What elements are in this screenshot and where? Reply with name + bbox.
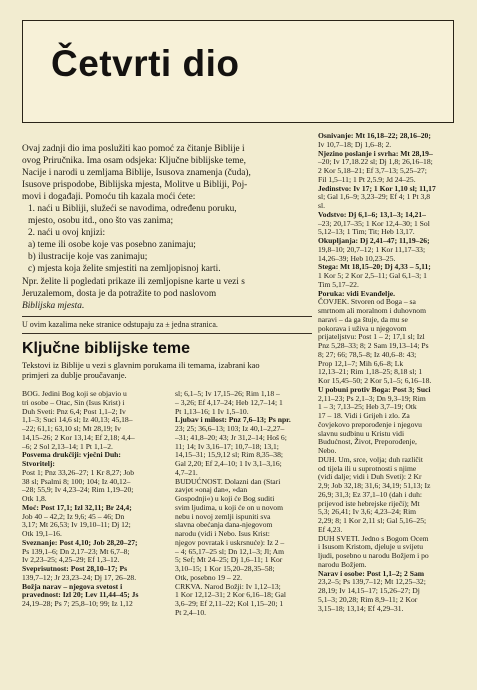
index-entry-line: Stvoritelj: <box>22 459 55 468</box>
divider <box>22 316 312 317</box>
index-entry-line: od tijela ili u suprotnosti s njime <box>318 463 417 473</box>
intro-text <box>22 143 312 312</box>
section-title: Ključne biblijske teme <box>22 340 191 357</box>
index-entry-line: smrtnom ali moralnom i duhovnom <box>318 306 426 315</box>
intro-closing: Jeruzalemom, dosta je da potražite to pod naslovom <box>22 288 217 299</box>
title-box <box>22 20 454 123</box>
index-entry-line: BUDUĆNOST. Dolazni dan (Stari <box>175 476 281 486</box>
index-entry-line: –6; 2 Sol 2,13–14; 1 Pt 1,1–2. <box>22 441 113 451</box>
index-entry-line: nebu i novoj zemlji ispuniti sva <box>175 511 271 521</box>
index-entry-line: njegov povratak i uskrsnuće): Iz 2 – <box>175 537 285 547</box>
index-entry-line: BOG. Jedini Bog koji se objavio u <box>22 389 127 398</box>
index-entry-line: CRKVA. Narod Božji: Iv 1,12–13; <box>175 581 281 591</box>
index-entry-line: Pt 2,4–10. <box>175 607 207 617</box>
index-entry-line: –20; Iv 17,18.22 sl; Dj 1,8; 26,16–18; <box>318 157 433 167</box>
index-entry-line: Tim 5,17–22. <box>318 279 359 289</box>
index-entry-line: sl; 6,1–5; Iv 17,15–26; Rim 1,18 – <box>175 389 280 398</box>
index-entry-line: Njezino poslanje i svrha: Mt 28,19– <box>318 148 433 158</box>
intro-closing-link: Biblijska mjesta. <box>22 300 85 311</box>
index-entry-line: Iv 2,23–25; 4,25–29; Ef 1,3–12. <box>22 555 120 565</box>
index-entry-line: Otk 1,8. <box>22 494 47 503</box>
index-entry-line: – 4; 65,17–25 sl; Dn 12,1–3; Jl; Am <box>175 546 285 556</box>
index-entry-line: 5; Sef; Mt 24–25; Dj 1,6–11; 1 Kor <box>175 555 283 565</box>
index-entry-line: Narav i osobe: Post 1,1–2; 2 Sam <box>318 568 425 578</box>
intro-item: a) teme ili osobe koje vas posebno zanimaju; <box>28 240 196 251</box>
index-entry-line: Posvema drukčiji: vječni Duh: <box>22 450 121 460</box>
divider <box>22 333 312 334</box>
index-entry-line: Ef 4,23. <box>318 524 343 534</box>
index-entry-line: 1 Kor 12,12–31; 2 Kor 6,16–18; Gal <box>175 590 286 600</box>
index-entry-line: 3,6–29; Ef 2,11–22; Kol 1,15–20; 1 <box>175 599 284 608</box>
intro-line: movi i događaji. Pomoću tih kazala moći ćete: <box>22 192 196 203</box>
index-entry-line: 5,1–3; 20,28; Rim 8,9–11; 2 Kor <box>318 594 418 604</box>
intro-line: Nacije i narodi u zemljama Biblije, Isusova znamenja (čuda), <box>22 168 251 179</box>
index-entry-line: slavnu sudbinu u Kristu vidi <box>318 428 405 438</box>
index-entry-line: ljudi, posebno u narodu Božjem i po <box>318 551 429 560</box>
index-entry-line: Fil 1,5–11; 1 Pt 2,5.9; Jd 24–25. <box>318 174 416 184</box>
index-entry-line: U pobuni protiv Boga: Post 3; Suci <box>318 384 431 394</box>
index-entry-line: Nebo. <box>318 446 337 455</box>
index-entry-line: zavjet »onaj dan«, »dan <box>175 485 248 495</box>
index-entry-line: 23,2–5; Ps 139,7–12; Mt 12,25–32; <box>318 577 426 587</box>
index-entry-line: 14,26–39; Heb 10,23–25. <box>318 253 396 263</box>
index-entry-line: Osnivanje: Mt 16,18–22; 28,16–20; <box>318 131 431 140</box>
index-entry-line: –28; 55,9; Iv 4,23–24; Rim 1,19–20; <box>22 485 134 495</box>
index-entry-line: Pnz 5,28–33; 8; 2 Sam 19,13–14; Ps <box>318 341 429 350</box>
index-entry-line: naravi – da ga štuje, da mu se <box>318 314 408 324</box>
index-entry-line: sl. <box>318 201 325 210</box>
index-column-3 <box>318 132 458 613</box>
index-entry-line: 1,1–3; Suci 14,6 sl; Iz 40,13; 45,18– <box>22 415 133 425</box>
index-entry-line: prijevod iste hebrejske riječi); Mt <box>318 498 420 508</box>
index-entry-line: 28,19; Iv 14,15–17; 15,26–27; Dj <box>318 586 420 595</box>
index-entry-line: Kor 15,45–50; 2 Kor 5,1–5; 6,16–18. <box>318 376 432 385</box>
index-entry-line: Sveprisutnost: Post 28,10–17; Ps <box>22 564 128 573</box>
intro-item: b) ilustracije koje vas zanimaju; <box>28 252 148 263</box>
index-entry-line: 2,29; 8; 1 Kor 2,11 sl; Gal 5,16–25; <box>318 516 427 525</box>
index-entry-line: 26,9; 31,3; Ez 37,1–10 (dah i duh: <box>318 489 422 499</box>
index-entry-line: Gospodnji«) u koji će Bog suditi <box>175 494 275 503</box>
intro-item: mjesto, osobu itd., ono što vas zanima; <box>28 216 174 227</box>
intro-item: 1. naći u Bibliji, služeći se navodima, određenu poruku, <box>28 204 237 215</box>
index-entry-line: 17 – 18. Vidi i Grijeh i zlo. Za <box>318 411 410 420</box>
index-entry-line: Stega: Mt 18,15–20; Dj 4,33 – 5,11; <box>318 262 431 272</box>
index-entry-line: Pt 1,13–16; 1 Iv 1,5–10. <box>175 406 249 416</box>
index-entry-line: Ps 139,1–6; Dn 2,17–23; Mt 6,7–8; <box>22 546 130 556</box>
index-entry-line: 3,17; Mt 26,53; Iv 19,10–11; Dj 12; <box>22 520 131 530</box>
index-entry-line: tri osobe – Otac, Sin (Isus Krist) i <box>22 397 125 407</box>
index-entry-line: 12,13–21; Rim 1,18–25; 8,18 sl; 1 <box>318 367 423 377</box>
index-entry-line: 2 Kor 5,18–21; Ef 3,7–13; 5,25–27; <box>318 166 427 175</box>
index-entry-line: –31; 41,8–20; 43; Jr 31,2–14; Hoš 6; <box>175 432 287 442</box>
index-entry-line: –22; 61,1; 63,10 sl; Mt 28,19; Iv <box>22 424 121 433</box>
index-entry-line: DUH SVETI. Jedno s Bogom Ocem <box>318 533 429 543</box>
index-entry-line: prijateljstvu: Post 1 – 2; 17,1 sl; Izl <box>318 332 425 342</box>
intro-closing: Npr. želite li pogledati prikaze ili zemljopisne karte u vezi s <box>22 276 245 287</box>
index-entry-line: Moć: Post 17,1; Izl 32,11; Br 24,4; <box>22 502 132 512</box>
index-entry-line: – 3,26; Ef 4,17–24; Heb 12,7–14; 1 <box>175 397 283 407</box>
index-entry-line: Otk 19,1–16. <box>22 529 62 538</box>
section-description-line: Tekstovi iz Biblije u vezi s glavnim porukama ili temama, izabrani kao <box>22 361 260 370</box>
index-entry-line: (vidi dalje; vidi i Duh Sveti): 2 Kr <box>318 472 422 482</box>
index-entry-line: DUH. Um, srce, volja; duh različit <box>318 454 424 464</box>
intro-item: 2. naći u ovoj knjizi: <box>28 228 106 239</box>
intro-line: ovog Priručnika. Ima osam odsjeka: Ključne biblijske teme, <box>22 156 246 167</box>
index-entry-line: 2,9; Job 32,18; 31,6; 34,19; 51,13; Iz <box>318 481 431 490</box>
section-description-line: primjeri za dublje proučavanje. <box>22 371 127 380</box>
index-entry-line: Vodstvo: Dj 6,1–6; 13,1–3; 14,21– <box>318 209 426 219</box>
index-entry-line: Otk, posebno 19 – 22. <box>175 572 243 582</box>
intro-line: Isusove prispodobe, Biblijska mjesta, Molitve u Bibliji, Poj- <box>22 180 248 191</box>
index-entry-line: 24,19–28; Ps 7; 25,8–10; 99; Iz 1,12 <box>22 599 133 608</box>
index-entry-line: Ljubav i milost: Pnz 7,6–13; Ps npr. <box>175 415 291 425</box>
index-entry-line: 5,12–13; 1 Tim; Tit; Heb 13,17. <box>318 227 415 237</box>
intro-item: c) mjesta koja želite smjestiti na zemljopisnoj karti. <box>28 264 221 275</box>
index-entry-line: pokorava i uživa u njegovom <box>318 323 407 333</box>
index-entry-line: narodu (vidi i Nebo. Isus Krist: <box>175 529 270 538</box>
index-entry-line: Budućnost, Život, Preporođenje, <box>318 437 417 447</box>
index-entry-line: 3,15–18; 13,14; Ef 4,29–31. <box>318 603 404 613</box>
index-entry-line: pravednost: Izl 20; Lev 11,44–45; Js <box>22 590 139 600</box>
index-entry-line: Post 1; Pnz 33,26–27; 1 Kr 8,27; Job <box>22 467 135 477</box>
index-entry-line: Duh Sveti: Pnz 6,4; Post 1,1–2; Iv <box>22 406 126 416</box>
index-entry-line: Sveznanje: Post 4,10; Job 28,20–27; <box>22 537 138 547</box>
intro-line: Ovaj zadnji dio ima poslužiti kao pomoć za čitanje Biblije i <box>22 144 245 154</box>
index-entry-line: Jedinstvo: Iv 17; 1 Kor 1,10 sl; 11,17 <box>318 183 436 193</box>
page-title: Četvrti dio <box>51 43 240 84</box>
index-entry-line: 4,7–21. <box>175 467 198 477</box>
index-entry-line: Poruka: vidi Evanđelje. <box>318 288 395 298</box>
index-entry-line: 14,15–31; 15,9,12 sl; Rim 8,35–38; <box>175 450 284 460</box>
index-entry-line: –23; 20,17–35; 1 Kor 12,4–30; 1 Sol <box>318 218 430 228</box>
index-entry-line: sl; Gal 1,6–9; 3,23–29; Ef 4; 1 Pt 3,8 <box>318 192 431 202</box>
index-entry-line: 1 – 3; 7,13–25; Heb 3,7–19; Otk <box>318 402 417 412</box>
index-entry-line: 11; 14; Iv 3,16–17; 10,7–18; 13,1; <box>175 441 279 451</box>
index-entry-line: slavna obećanja dana-njegovom <box>175 520 273 530</box>
index-entry-line: Prop 12,1–7; Mih 6,6–8; Lk <box>318 358 404 368</box>
index-column-2 <box>175 390 313 618</box>
index-entry-line: Božja narav – njegova svetost i <box>22 581 123 591</box>
index-entry-line: Gal 2,20; Ef 2,4–10; 1 Iv 3,1–3,16; <box>175 459 282 468</box>
section-description <box>22 361 312 381</box>
page-offset-note: U ovim kazalima neke stranice odstupaju za ± jedna stranica. <box>22 320 218 329</box>
index-entry-line: Okupljanja: Dj 2,41–47; 11,19–26; <box>318 236 430 245</box>
index-entry-line: 23; 25; 36,6–13; 103; Iz 40,1–2,27– <box>175 424 285 433</box>
index-entry-line: 14,15–26; 2 Kor 13,14; Ef 2,18; 4,4– <box>22 432 135 442</box>
index-entry-line: 5,3; 26,41; Iv 3,6; 4,23–24; Rim <box>318 507 417 517</box>
index-entry-line: 2,11–23; Ps 2,1–3; Dn 9,3–19; Rim <box>318 393 426 403</box>
index-entry-line: 19,8–10; 20,7–12; 1 Kor 11,17–33; <box>318 244 426 254</box>
index-entry-line: čovjekovo preporođenje i njegovu <box>318 419 422 429</box>
index-entry-line: narodu Božjem. <box>318 559 367 569</box>
index-entry-line: Job 40 – 42,2; Iz 9,6; 45 – 46; Dn <box>22 511 125 521</box>
index-entry-line: 1 Kor 5; 2 Kor 2,5–11; Gal 6,1–3; 1 <box>318 271 427 280</box>
index-entry-line: 139,7–12; Jr 23,23–24; Dj 17, 26–28. <box>22 572 137 582</box>
index-entry-line: Iv 10,7–18; Dj 1,6–8; 2. <box>318 139 392 149</box>
index-entry-line: 38 sl; Psalmi 8; 100; 104; Iz 40,12– <box>22 476 131 486</box>
index-entry-line: 3,10–15; 1 Kor 15,20–28,35–58; <box>175 564 275 573</box>
index-entry-line: i Isusom Kristom, djeluje u svijetu <box>318 542 424 552</box>
index-column-1 <box>22 390 158 609</box>
index-entry-line: ČOVJEK. Stvoren od Boga – sa <box>318 297 416 307</box>
index-entry-line: 8; 27; 66; 78,5–8; Iz 40,6–8: 43; <box>318 349 417 359</box>
index-entry-line: svim ljudima, u koji će on u novom <box>175 502 283 512</box>
